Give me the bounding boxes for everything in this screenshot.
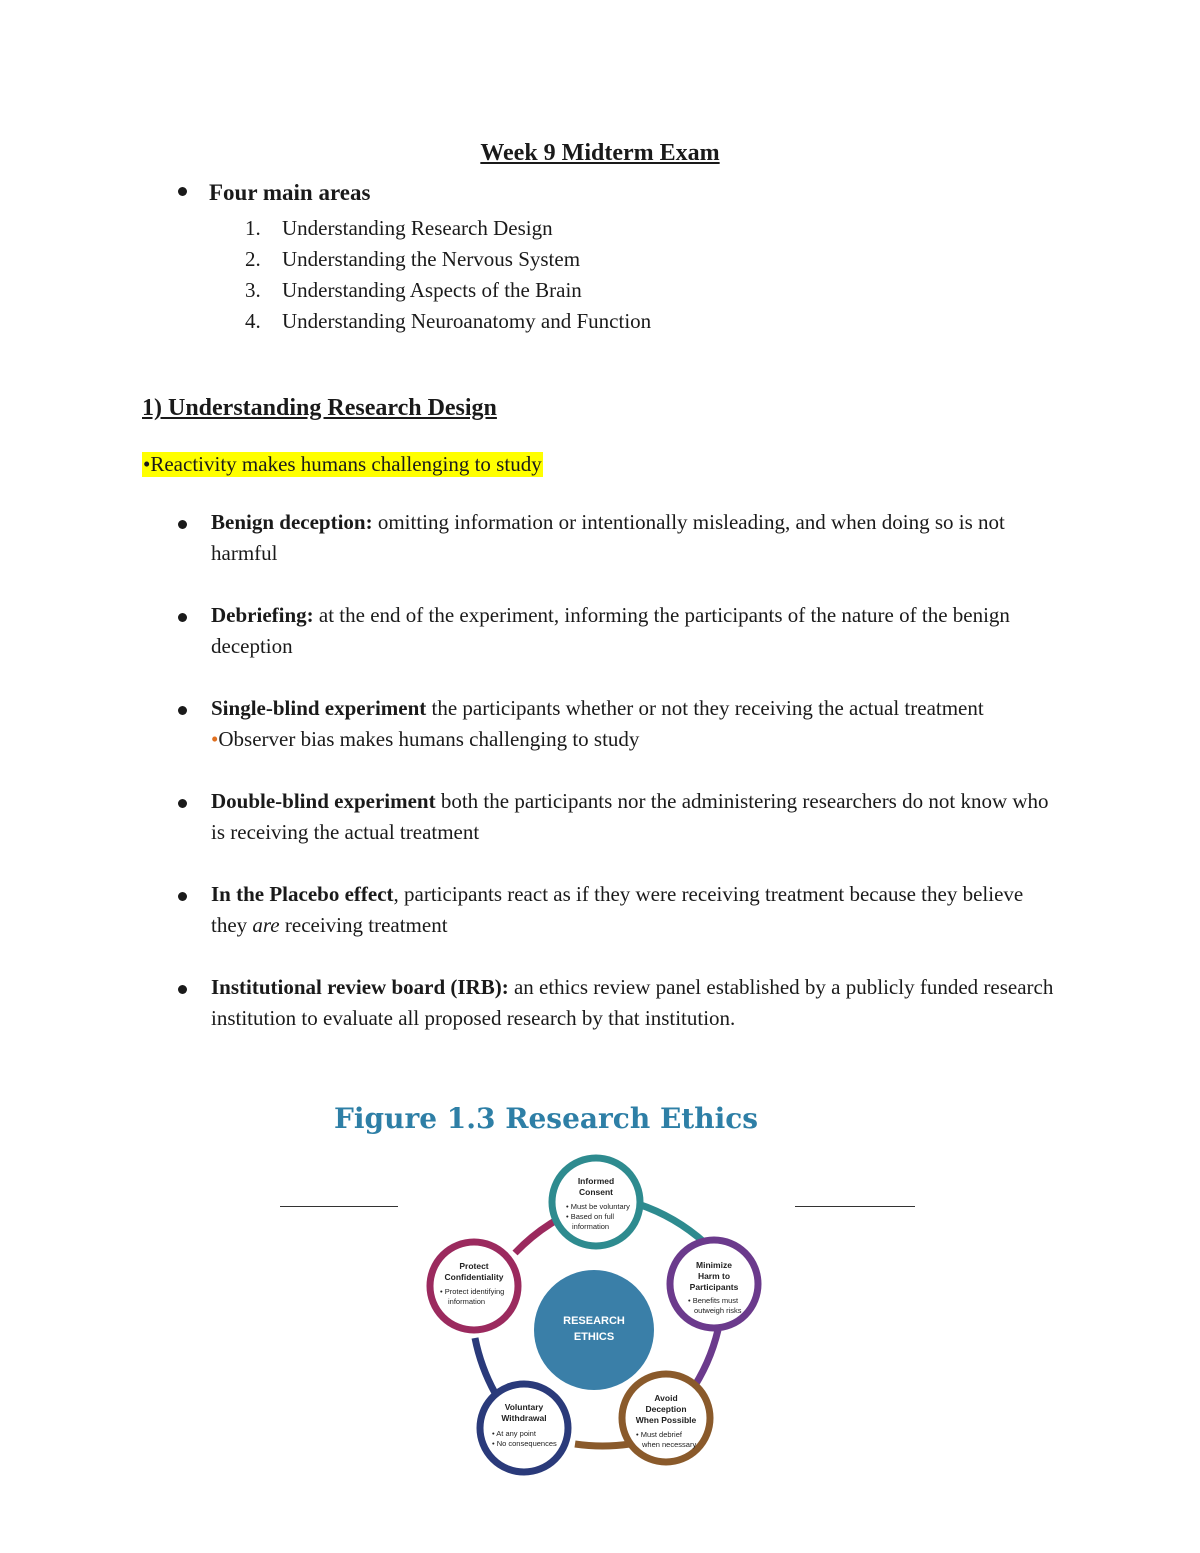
bullet-icon	[178, 520, 187, 529]
page-title: Week 9 Midterm Exam	[480, 140, 720, 166]
definition-text: , participants react as if they were receiving treatment because they believe they	[211, 882, 1024, 937]
list-text: Understanding Aspects of the Brain	[282, 278, 582, 302]
node-title: Withdrawal	[501, 1413, 547, 1423]
center-circle	[534, 1270, 654, 1390]
definition-text-after: Observer bias makes humans challenging to study	[218, 727, 640, 751]
list-number: 1.	[245, 216, 261, 240]
definition-italic: are	[252, 913, 280, 937]
bullet-icon	[178, 187, 187, 196]
node-title: Minimize	[696, 1260, 732, 1270]
node-bullet: • Based on full	[566, 1212, 615, 1221]
node-bullet: • At any point	[492, 1429, 536, 1438]
protect-confidentiality-node	[430, 1242, 518, 1330]
center-label-1: RESEARCH	[563, 1315, 625, 1327]
highlighted-note: •Reactivity makes humans challenging to study	[143, 452, 542, 476]
node-bullet: information	[572, 1222, 610, 1231]
node-title: Confidentiality	[444, 1272, 504, 1282]
definition-term: Benign deception:	[211, 510, 373, 534]
node-title: Participants	[689, 1282, 739, 1292]
definition-term: In the Placebo effect	[211, 882, 394, 906]
node-bullet: • No consequences	[492, 1439, 557, 1448]
list-number: 3.	[245, 278, 261, 302]
figure-title: Figure 1.3 Research Ethics	[334, 1102, 759, 1135]
definitions-list	[178, 507, 1058, 1065]
node-bullet: • Must debrief	[636, 1430, 682, 1439]
list-number: 4.	[245, 309, 261, 333]
definition-item	[178, 693, 1058, 755]
research-ethics-diagram	[420, 1148, 800, 1488]
bullet-icon	[178, 892, 187, 901]
definition-text: an ethics review panel established by a publicly funded research institution to evaluate all proposed research by that institution.	[211, 975, 1054, 1030]
node-bullet: • Must be voluntary	[566, 1202, 630, 1211]
list-item	[245, 275, 651, 306]
definition-term: Institutional review board (IRB):	[211, 975, 509, 999]
connector-arc	[575, 1444, 630, 1446]
list-item	[245, 213, 651, 244]
section-heading: 1) Understanding Research Design	[142, 395, 497, 421]
node-title: Deception	[645, 1404, 687, 1414]
definition-text-after: receiving treatment	[279, 913, 448, 937]
orange-bullet: •	[211, 727, 219, 751]
definition-term: Debriefing:	[211, 603, 314, 627]
definition-text: both the participants nor the administering researchers do not know who is receiving the actual treatment	[211, 789, 1049, 844]
node-title: Harm to	[697, 1271, 731, 1281]
areas-list	[245, 213, 651, 337]
definition-term: Single-blind experiment	[211, 696, 427, 720]
voluntary-withdrawal-node	[480, 1384, 568, 1472]
node-title: Consent	[579, 1187, 613, 1197]
node-title: When Possible	[635, 1415, 697, 1425]
definition-item	[178, 879, 1058, 941]
definition-text: omitting information or intentionally misleading, and when doing so is not harmful	[211, 510, 1005, 565]
node-title: Voluntary	[504, 1402, 544, 1412]
definition-text: the participants whether or not they receiving the actual treatment	[426, 696, 984, 720]
definition-item	[178, 507, 1058, 569]
list-text: Understanding the Nervous System	[282, 247, 581, 271]
definition-term: Double-blind experiment	[211, 789, 436, 813]
node-title: Protect	[459, 1261, 489, 1271]
list-item	[245, 244, 651, 275]
node-title: Informed	[577, 1176, 615, 1186]
four-areas-label: Four main areas	[209, 180, 371, 205]
list-text: Understanding Research Design	[282, 216, 553, 240]
bullet-icon	[178, 985, 187, 994]
divider-line-right	[795, 1206, 915, 1207]
node-bullet: when necessary	[642, 1440, 697, 1449]
bullet-icon	[178, 706, 187, 715]
node-bullet: • Benefits must	[688, 1296, 739, 1305]
definition-item	[178, 600, 1058, 662]
connector-arc	[638, 1204, 705, 1243]
definition-item	[178, 972, 1058, 1034]
node-title: Avoid	[654, 1393, 678, 1403]
definition-item	[178, 786, 1058, 848]
four-areas-bullet	[178, 180, 370, 206]
connector-arc	[475, 1338, 495, 1393]
node-bullet: outweigh risks	[694, 1306, 742, 1315]
list-text: Understanding Neuroanatomy and Function	[282, 309, 652, 333]
divider-line-left	[280, 1206, 398, 1207]
center-label-2: ETHICS	[573, 1331, 615, 1343]
bullet-icon	[178, 799, 187, 808]
list-item	[245, 306, 651, 337]
definition-text: at the end of the experiment, informing the participants of the nature of the benign deception	[211, 603, 1010, 658]
bullet-icon	[178, 613, 187, 622]
list-number: 2.	[245, 247, 261, 271]
node-bullet: information	[448, 1297, 486, 1306]
node-bullet: • Protect identifying	[440, 1287, 505, 1296]
